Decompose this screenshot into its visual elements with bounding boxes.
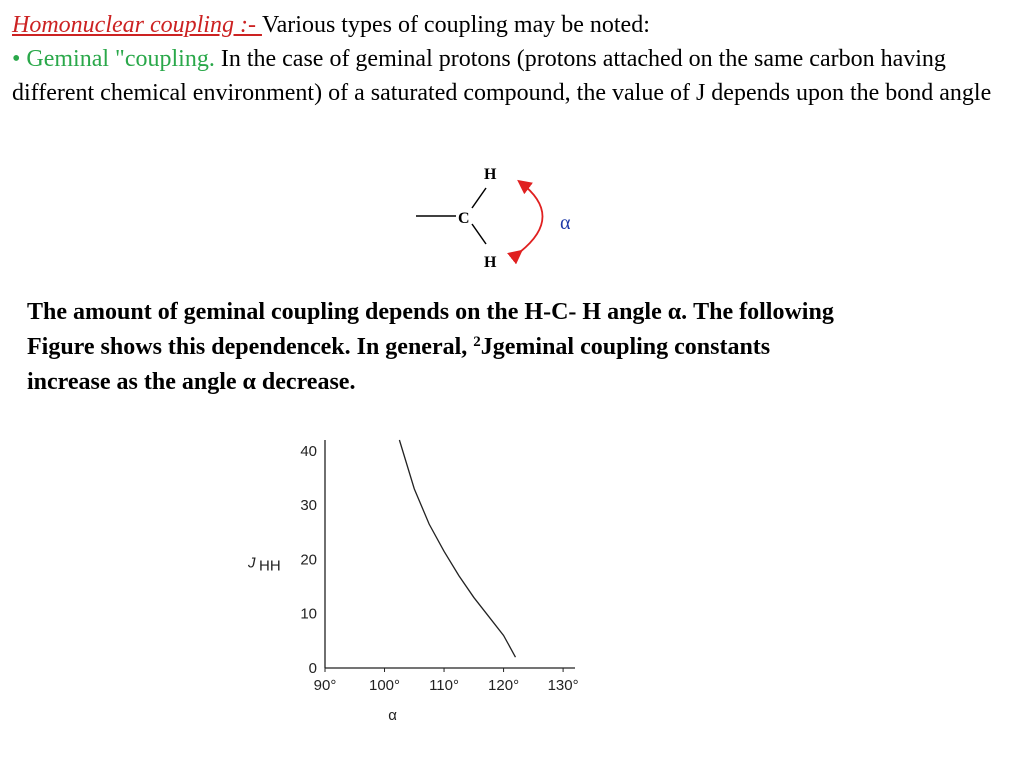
y-tick-label: 10 — [300, 605, 317, 623]
x-tick-label: 120° — [488, 677, 520, 694]
chart-ticks — [300, 443, 578, 694]
y-tick-label: 30 — [300, 497, 317, 515]
x-tick-label: 130° — [547, 677, 579, 694]
chart-series — [399, 440, 515, 657]
intro-paragraph — [12, 8, 1012, 110]
body-line-2a: Figure shows this dependencek. In general, — [27, 334, 474, 360]
chart-labels — [247, 554, 397, 724]
heading-rest: Various types of coupling may be noted: — [261, 12, 650, 38]
bond-bottom — [472, 224, 486, 244]
body-line-3: increase as the angle α decrease. — [27, 369, 356, 395]
x-axis-label: α — [388, 707, 397, 724]
y-tick-label: 0 — [308, 660, 317, 677]
atom-c: C — [458, 210, 470, 227]
coupling-angle-chart — [240, 430, 600, 730]
bullet-label: • Geminal "coupling. — [12, 46, 215, 72]
body-line-1: The amount of geminal coupling depends on the H-C- H angle α. The following — [27, 299, 834, 325]
y-tick-label: 20 — [300, 551, 317, 569]
chart-axes — [325, 440, 575, 668]
atom-h-top: H — [484, 166, 497, 183]
bond-top — [472, 188, 486, 208]
series-line — [399, 440, 515, 657]
body-line-2b: Jgeminal coupling constants — [480, 334, 771, 360]
geminal-structure-diagram — [400, 160, 600, 280]
angle-alpha-label: α — [560, 212, 571, 234]
bullet-text: In the case of geminal protons (protons attached on the same carbon having different chemical environment) of a saturated compound, the value of J depends upon the bond angle — [12, 46, 992, 106]
atom-h-bottom: H — [484, 254, 497, 271]
body-paragraph — [27, 295, 1007, 400]
angle-arrow — [520, 182, 543, 252]
section-heading: Homonuclear coupling :- — [12, 12, 262, 38]
superscript-2: 2 — [473, 334, 481, 350]
x-tick-label: 110° — [429, 677, 460, 694]
x-tick-label: 100° — [369, 677, 401, 694]
body-line-2 — [27, 330, 1007, 365]
x-tick-label: 90° — [313, 677, 337, 694]
y-axis-label: J — [248, 554, 256, 572]
y-axis-label-subscript: HH — [259, 557, 281, 575]
y-tick-label: 40 — [300, 442, 317, 460]
